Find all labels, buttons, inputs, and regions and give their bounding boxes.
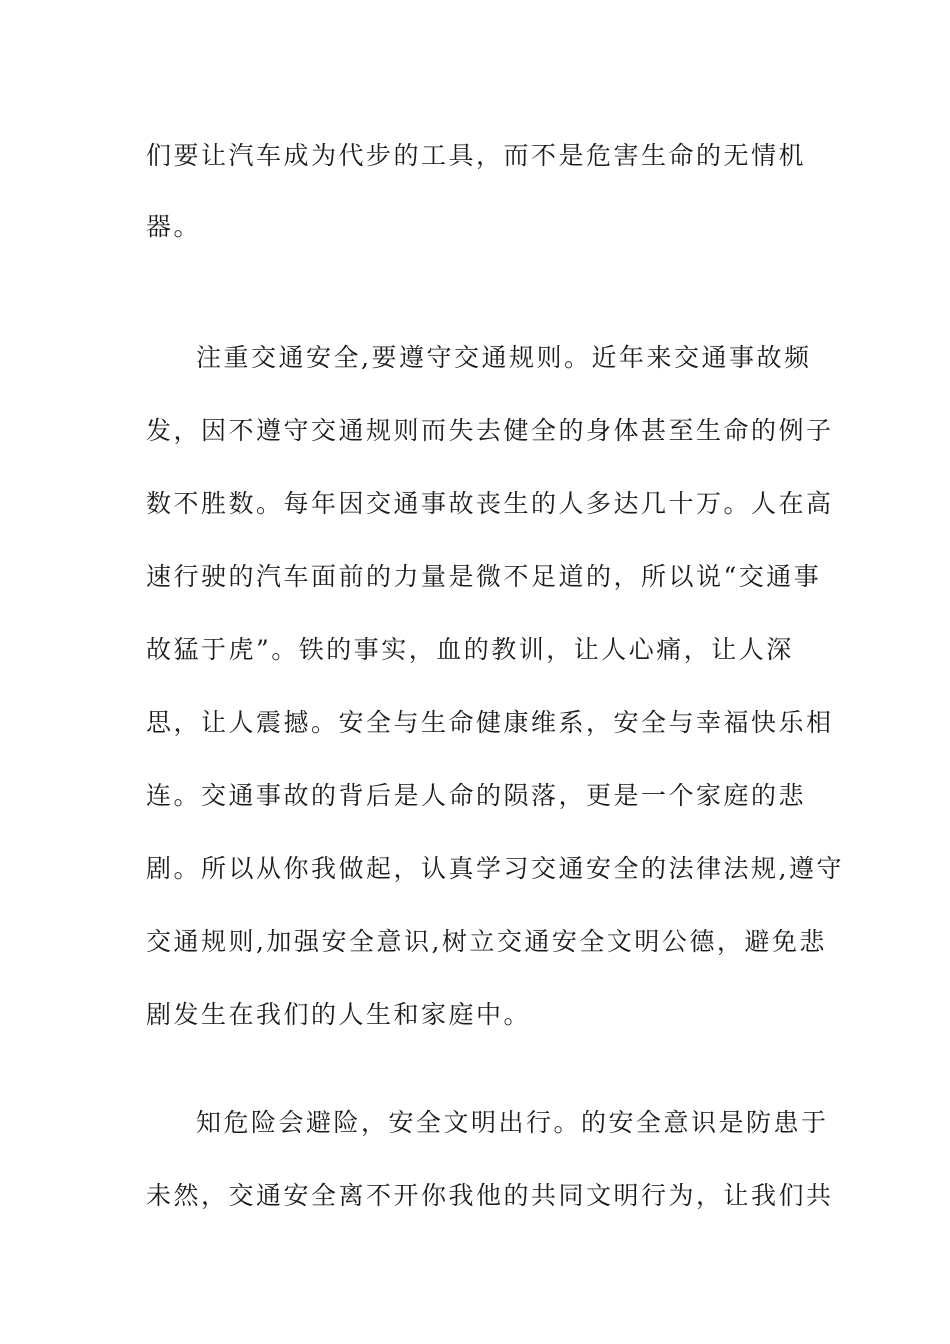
paragraph-first-line: 知危险会避险，安全文明出行。的安全意识是防患于 [196,1108,829,1137]
text-line: 故猛于虎”。铁的事实，血的教训，让人心痛，让人深 [146,635,794,664]
text-line: 剧。所以从你我做起，认真学习交通安全的法律法规,遵守 [146,854,844,883]
text-line: 连。交通事故的背后是人命的陨落，更是一个家庭的悲 [146,781,807,810]
text-line: 器。 [146,212,202,241]
text-line: 速行驶的汽车面前的力量是微不足道的，所以说“交通事 [146,562,822,591]
text-line: 们要让汽车成为代步的工具，而不是危害生命的无情机 [146,141,807,170]
text-line: 未然，交通安全离不开你我他的共同文明行为，让我们共 [146,1181,834,1210]
text-line: 思，让人震撼。安全与生命健康维系，安全与幸福快乐相 [146,708,834,737]
text-line: 剧发生在我们的人生和家庭中。 [146,1000,532,1029]
text-line: 发，因不遵守交通规则而失去健全的身体甚至生命的例子 [146,416,834,445]
text-line: 数不胜数。每年因交通事故丧生的人多达几十万。人在高 [146,489,834,518]
paragraph-first-line: 注重交通安全,要遵守交通规则。近年来交通事故频 [196,343,812,372]
text-line: 交通规则,加强安全意识,树立交通安全文明公德，避免悲 [146,927,827,956]
